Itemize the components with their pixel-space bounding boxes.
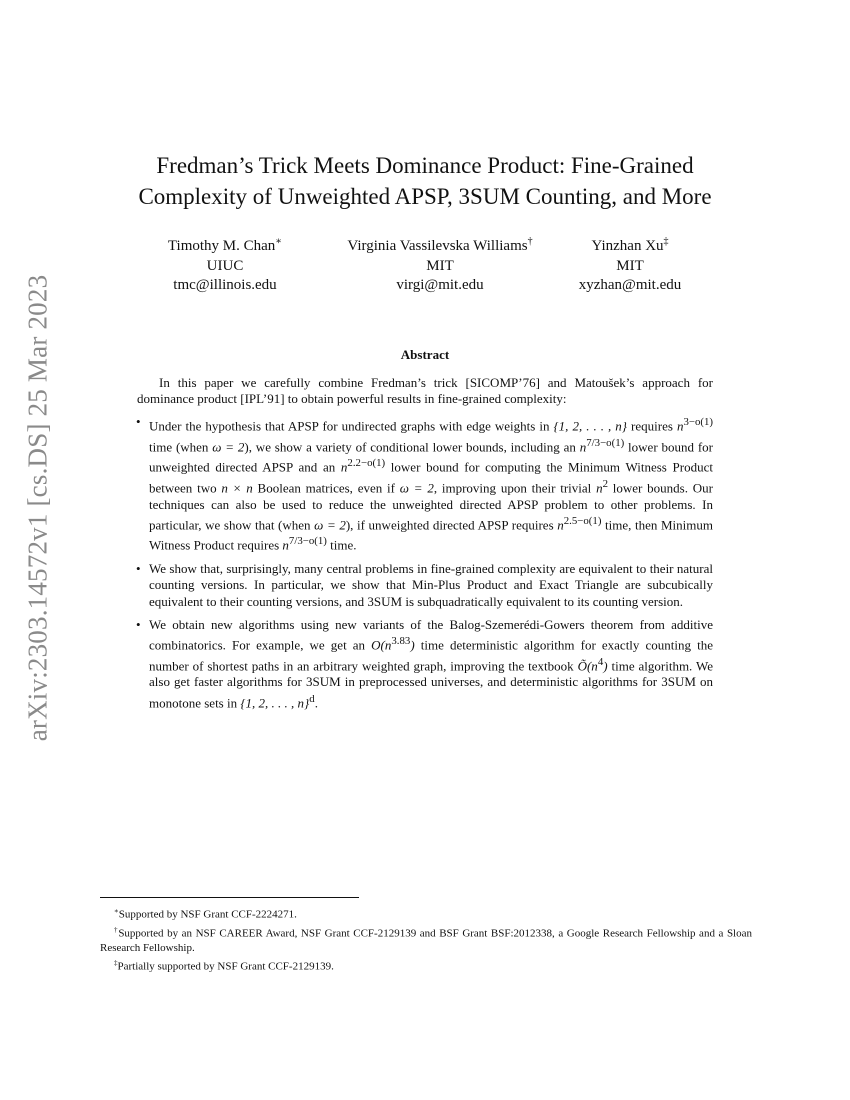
title-line-2: Complexity of Unweighted APSP, 3SUM Counting, and More	[138, 184, 712, 209]
arxiv-id-text: arXiv:2303.14572v1 [cs.DS] 25 Mar 2023	[22, 274, 53, 742]
math-soft-o: Õ(n	[577, 658, 598, 674]
math-exponent: 7/3−o(1)	[586, 436, 625, 449]
abstract-heading: Abstract	[400, 347, 450, 362]
math-var: n	[596, 480, 603, 496]
author-footnote-mark: †	[527, 236, 533, 247]
author-email: tmc@illinois.edu	[173, 277, 277, 293]
author-williams	[315, 232, 565, 296]
math-var: n	[676, 418, 684, 434]
math-exponent: 2.5−o(1)	[563, 514, 602, 527]
math-omega: ω = 2	[314, 517, 346, 533]
math-set: {1, 2, . . . , n}	[240, 695, 310, 711]
math-exponent: 3−o(1)	[683, 416, 713, 428]
math-omega: ω = 2	[212, 438, 245, 454]
author-name: Virginia Vassilevska Williams	[347, 238, 528, 254]
math-exponent: 2	[602, 477, 608, 490]
author-footnote-mark: ‡	[663, 236, 669, 247]
abstract-bullet-list	[137, 414, 713, 718]
abstract-bullet-new-algorithms: • We obtain new algorithms using new variants of the Balog-Szemerédi-Gowers theorem from additive combinatorics. For example, we get an $O(n^{3.83})$ time deterministic algorithm for exactly counting the number of shortest paths in an arbitrary weighted graph, improving the textbook $Õ(n^4)$ time algorithm. We also get faster algorithms for 3SUM in preprocessed universes, and deterministic algorithms for 3SUM on monotone sets in {1, 2, . . . , n}$^d$.	[136, 616, 713, 711]
math-big-o: O(n	[371, 637, 392, 653]
math-exponent: 2.2−o(1)	[347, 457, 386, 470]
author-affiliation: UIUC	[206, 257, 244, 274]
author-chan	[150, 232, 300, 296]
author-email: xyzhan@mit.edu	[578, 277, 682, 293]
author-affiliation: MIT	[616, 257, 644, 274]
paper-title	[100, 150, 750, 212]
bullet-marker: •	[136, 561, 141, 577]
footnote-xu	[100, 956, 752, 975]
author-block	[120, 232, 730, 302]
footnote-mark: ∗	[114, 907, 119, 915]
arxiv-identifier-stamp	[14, 0, 64, 1100]
author-name: Timothy M. Chan	[167, 238, 276, 254]
author-email: virgi@mit.edu	[396, 277, 484, 293]
bullet-marker: •	[136, 616, 141, 632]
author-footnote-mark: ∗	[275, 236, 283, 247]
math-exponent: 7/3−o(1)	[288, 535, 327, 548]
footnote-mark: ‡	[114, 959, 118, 968]
author-xu	[565, 232, 695, 296]
footnote-mark: †	[114, 925, 119, 934]
math-omega: ω = 2	[399, 480, 434, 496]
footnote-text: Partially supported by NSF Grant CCF-2129139.	[117, 960, 334, 973]
math-exponent: 4	[597, 655, 604, 668]
footnote-text: Supported by an NSF CAREER Award, NSF Grant CCF-2129139 and BSF Grant BSF:2012338, a Google Research Fellowship and a Sloan Research Fellowship.	[100, 927, 752, 955]
math-dims: n × n	[221, 480, 253, 496]
footnotes	[100, 904, 752, 975]
abstract-bullet-lower-bounds: • Under the hypothesis that APSP for undirected graphs with edge weights in {1, 2, . . . , n} requires $n^{3-o(1)}$ time (when ω = 2), we show a variety of conditional lower bounds, including an $n^{7/3-o(1)}$ lower bound for unweighted directed APSP and an $n^{2.2-o(1)}$ lower bound for computing the Minimum Witness Product between two n × n Boolean matrices, even if ω = 2, improving upon their trivial $n^2$ lower bounds. Our techniques can also be used to reduce the unweighted directed APSP problem to other problems. In particular, we show that (when ω = 2), if unweighted directed APSP requires $n^{2.5-o(1)}$ time, then Minimum Witness Product requires $n^{7/3-o(1)}$ time.	[136, 414, 713, 553]
bullet-marker: •	[136, 414, 141, 429]
footnote-chan	[100, 904, 752, 923]
math-var: n	[282, 537, 289, 553]
author-name: Yinzhan Xu	[591, 238, 664, 254]
math-var: n	[340, 459, 348, 475]
title-line-1: Fredman’s Trick Meets Dominance Product: Fine-Grained	[156, 153, 694, 178]
abstract-bullet-counting-equivalence: • We show that, surprisingly, many central problems in fine-grained complexity are equivalent to their natural counting versions. In particular, we show that Min-Plus Product and Exact Triangle are subcubically equivalent to their counting versions, and 3SUM is subquadratically equivalent to its counting version.	[136, 561, 713, 609]
math-set: {1, 2, . . . , n}	[553, 418, 628, 434]
author-affiliation: MIT	[426, 257, 454, 274]
abstract-intro-paragraph: In this paper we carefully combine Fredman’s trick [SICOMP’76] and Matoušek’s approach for dominance product [IPL’91] to obtain powerful results in fine-grained complexity:	[137, 375, 713, 407]
math-exponent: 3.83	[391, 635, 411, 648]
footnote-williams	[100, 923, 752, 957]
math-exponent: d	[309, 692, 315, 705]
math-var: n	[557, 517, 564, 533]
footnote-separator	[100, 897, 359, 898]
footnote-text: Supported by NSF Grant CCF-2224271.	[118, 908, 297, 921]
math-var: n	[579, 438, 587, 454]
